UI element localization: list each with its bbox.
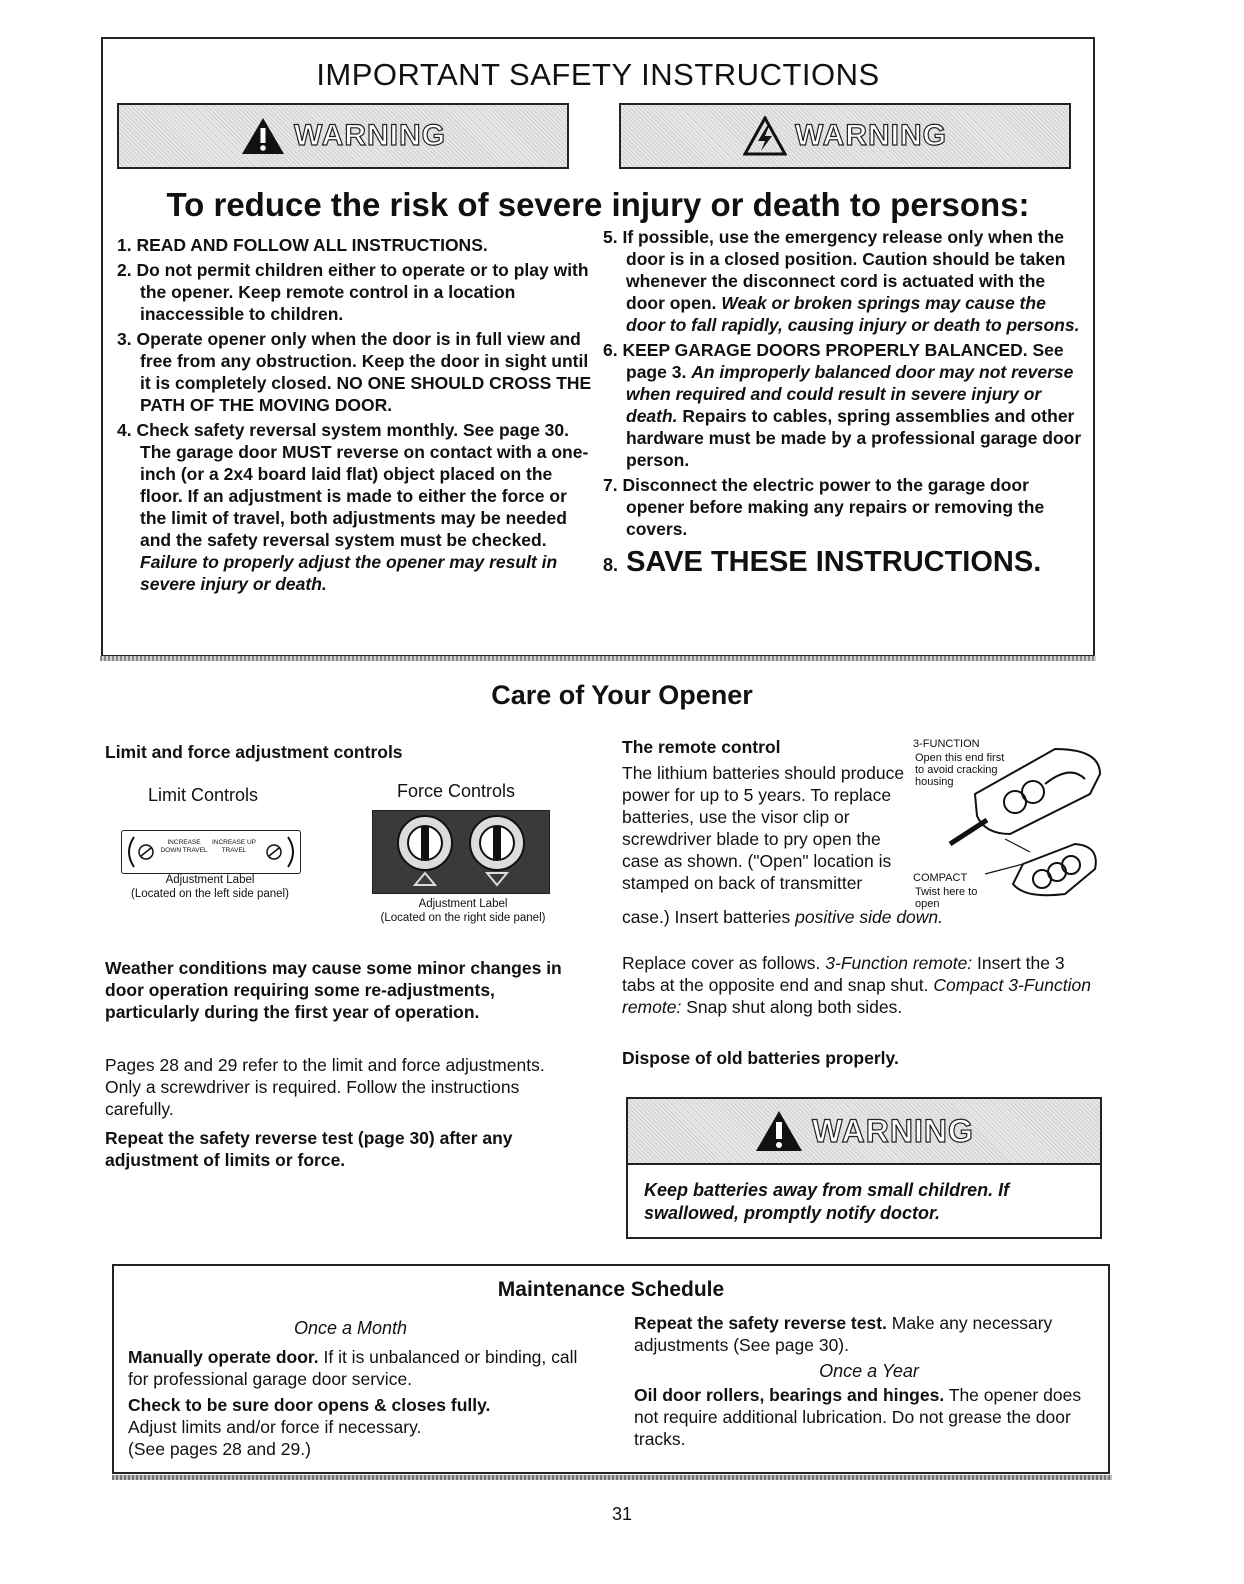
check-door-reference: (See pages 28 and 29.): [128, 1439, 311, 1459]
maintenance-schedule-box: [112, 1264, 1110, 1474]
safety-item-2: 2. Do not permit children either to operate or to play with the opener. Keep remote control in a location inaccessible to children.: [117, 260, 589, 324]
save-instructions-text: SAVE THESE INSTRUCTIONS.: [626, 546, 1042, 578]
safety-title: IMPORTANT SAFETY INSTRUCTIONS: [316, 57, 880, 92]
limit-controls-label: Limit Controls: [148, 785, 259, 805]
force-adjustment-label-figure: [372, 810, 550, 894]
warning-banner-left: [117, 103, 569, 169]
safety-item-8-number: 8.: [603, 555, 619, 575]
safety-item-4-text: 4. Check safety reversal system monthly. See page 30. The garage door MUST reverse on contact with a one-inch (or a 2x4 board laid flat) object placed on the floor. If an adjustment is made to either the force or the limit of travel, both adjustments may be needed and the safety reversal system must be checked.: [117, 420, 589, 550]
safety-item-5-text: 5. If possible, use the emergency release only when the door is in a closed position. Caution should be taken whenever the disconnect cord is actuated with the door open.: [603, 227, 1066, 313]
check-door-bold: Check to be sure door opens & closes fully.: [128, 1395, 491, 1415]
safety-item-4: [117, 419, 597, 595]
maintenance-title: Maintenance Schedule: [497, 1278, 725, 1301]
oil-rollers-bold: Oil door rollers, bearings and hinges.: [634, 1385, 945, 1405]
care-title: Care of Your Opener: [491, 680, 753, 710]
limit-panel-up-text: INCREASE UP TRAVEL: [211, 839, 257, 854]
safety-item-5-italic: Weak or broken springs may cause the door to fall rapidly, causing injury or death to persons.: [626, 293, 1080, 335]
repeat-test-bold: Repeat the safety reverse test.: [634, 1313, 887, 1333]
battery-warning-text: Keep batteries away from small children. If swallowed, promptly notify doctor.: [644, 1180, 1010, 1223]
three-function-instructions: Insert the 3 tabs at the opposite end and snap shut.: [622, 953, 1065, 995]
maintenance-column-left: [128, 1346, 588, 1460]
limit-adjustment-label-figure: [121, 830, 301, 874]
check-door-text: Adjust limits and/or force if necessary.: [128, 1417, 422, 1437]
force-controls-label: Force Controls: [397, 781, 516, 801]
replace-cover-intro: Replace cover as follows.: [622, 953, 821, 973]
force-caption-location: (Located on the right side panel): [380, 912, 546, 924]
manual-operate-bold: Manually operate door.: [128, 1347, 319, 1367]
limit-force-heading: Limit and force adjustment controls: [105, 742, 403, 762]
safety-item-8: [603, 546, 1083, 581]
safety-column-left: [117, 234, 597, 598]
remote-transmitter-figure: [905, 734, 1105, 924]
safety-item-3: 3. Operate opener only when the door is in full view and free from any obstruction. Keep the door in sight until it is completely closed. NO ONE SHOULD CROSS THE PATH OF THE MOVING DOOR.: [117, 329, 592, 415]
manual-operate-item: [128, 1346, 588, 1390]
safety-item-4-italic: Failure to properly adjust the opener may result in severe injury or death.: [140, 552, 558, 594]
safety-item-6-tail: Repairs to cables, spring assemblies and other hardware must be made by a professional garage door person.: [626, 406, 1082, 470]
pages-reference-text: Pages 28 and 29 refer to the limit and force adjustments. Only a screwdriver is required. Follow the instructions carefully.: [105, 1055, 545, 1119]
force-caption-title: Adjustment Label: [418, 898, 508, 910]
safety-item-7: 7. Disconnect the electric power to the garage door opener before making any repairs or removing the covers.: [603, 475, 1045, 539]
insert-batteries-text: case.) Insert batteries: [622, 907, 791, 927]
warning-triangle-icon: [754, 1109, 804, 1153]
compact-instructions: Snap shut along both sides.: [686, 997, 903, 1017]
three-function-remote-label: 3-Function remote:: [825, 953, 973, 973]
dispose-batteries-note: Dispose of old batteries properly.: [622, 1048, 899, 1068]
warning-triangle-icon: [240, 116, 286, 156]
battery-warning-box: [626, 1097, 1102, 1239]
oil-rollers-text: The opener does not require additional lubrication. Do not grease the door tracks.: [634, 1385, 1082, 1449]
repeat-test-item: [634, 1312, 1104, 1356]
fig-label-open-end: Open this end first to avoid cracking housing: [915, 752, 1005, 788]
oil-rollers-item: [634, 1384, 1104, 1450]
limit-caption-location: (Located on the left side panel): [131, 888, 289, 900]
compact-remote-label: Compact 3-Function remote:: [622, 975, 1091, 1017]
battery-warning-label: WARNING: [812, 1112, 974, 1149]
maintenance-column-right: [634, 1312, 1104, 1450]
fig-label-compact: COMPACT: [913, 872, 968, 884]
battery-warning-banner: [628, 1099, 1100, 1165]
safety-item-5: [603, 226, 1083, 336]
once-a-year-heading: Once a Year: [819, 1361, 919, 1381]
fig-label-3-function: 3-FUNCTION: [913, 738, 980, 750]
remote-control-text: The lithium batteries should produce power for up to 5 years. To replace batteries, use the visor clip or screwdriver blade to pry open the case as shown. ("Open" location is stamped on back of transmitter: [622, 763, 905, 893]
weather-note: Weather conditions may cause some minor changes in door operation requiring some re-adjustments, particularly during the first year of operation.: [105, 958, 562, 1022]
limit-panel-down-text: INCREASE DOWN TRAVEL: [160, 839, 208, 854]
safety-instructions-box: [101, 37, 1095, 657]
safety-item-6-text: 6. KEEP GARAGE DOORS PROPERLY BALANCED. See page 3.: [603, 340, 1064, 382]
risk-heading: To reduce the risk of severe injury or death to persons:: [166, 186, 1030, 223]
safety-item-6-italic: An improperly balanced door may not reverse when required and could result in severe injury or death.: [626, 362, 1074, 426]
repeat-test-text: Make any necessary adjustments (See page 30).: [634, 1313, 1053, 1355]
limit-caption-title: Adjustment Label: [165, 874, 255, 886]
repeat-test-note: Repeat the safety reverse test (page 30) after any adjustment of limits or force.: [105, 1128, 513, 1170]
fig-label-twist: Twist here to open: [915, 886, 978, 910]
limit-caption: [105, 873, 315, 901]
page-number: 31: [611, 1504, 633, 1524]
force-dials-graphic: [373, 811, 549, 893]
once-a-month-heading: Once a Month: [294, 1318, 408, 1338]
safety-item-6: [603, 339, 1083, 471]
manual-operate-text: If it is unbalanced or binding, call for professional garage door service.: [128, 1347, 578, 1389]
force-caption: [358, 897, 568, 925]
warning-label-right: WARNING: [795, 119, 947, 152]
electric-shock-icon: [743, 116, 787, 156]
warning-label-left: WARNING: [294, 119, 446, 152]
remote-control-heading: The remote control: [622, 737, 781, 757]
safety-item-1: 1. READ AND FOLLOW ALL INSTRUCTIONS.: [117, 235, 488, 255]
positive-side-down-text: positive side down.: [795, 907, 944, 927]
replace-cover-text: [622, 952, 1092, 1018]
safety-column-right: [603, 226, 1083, 581]
warning-banner-right: [619, 103, 1071, 169]
